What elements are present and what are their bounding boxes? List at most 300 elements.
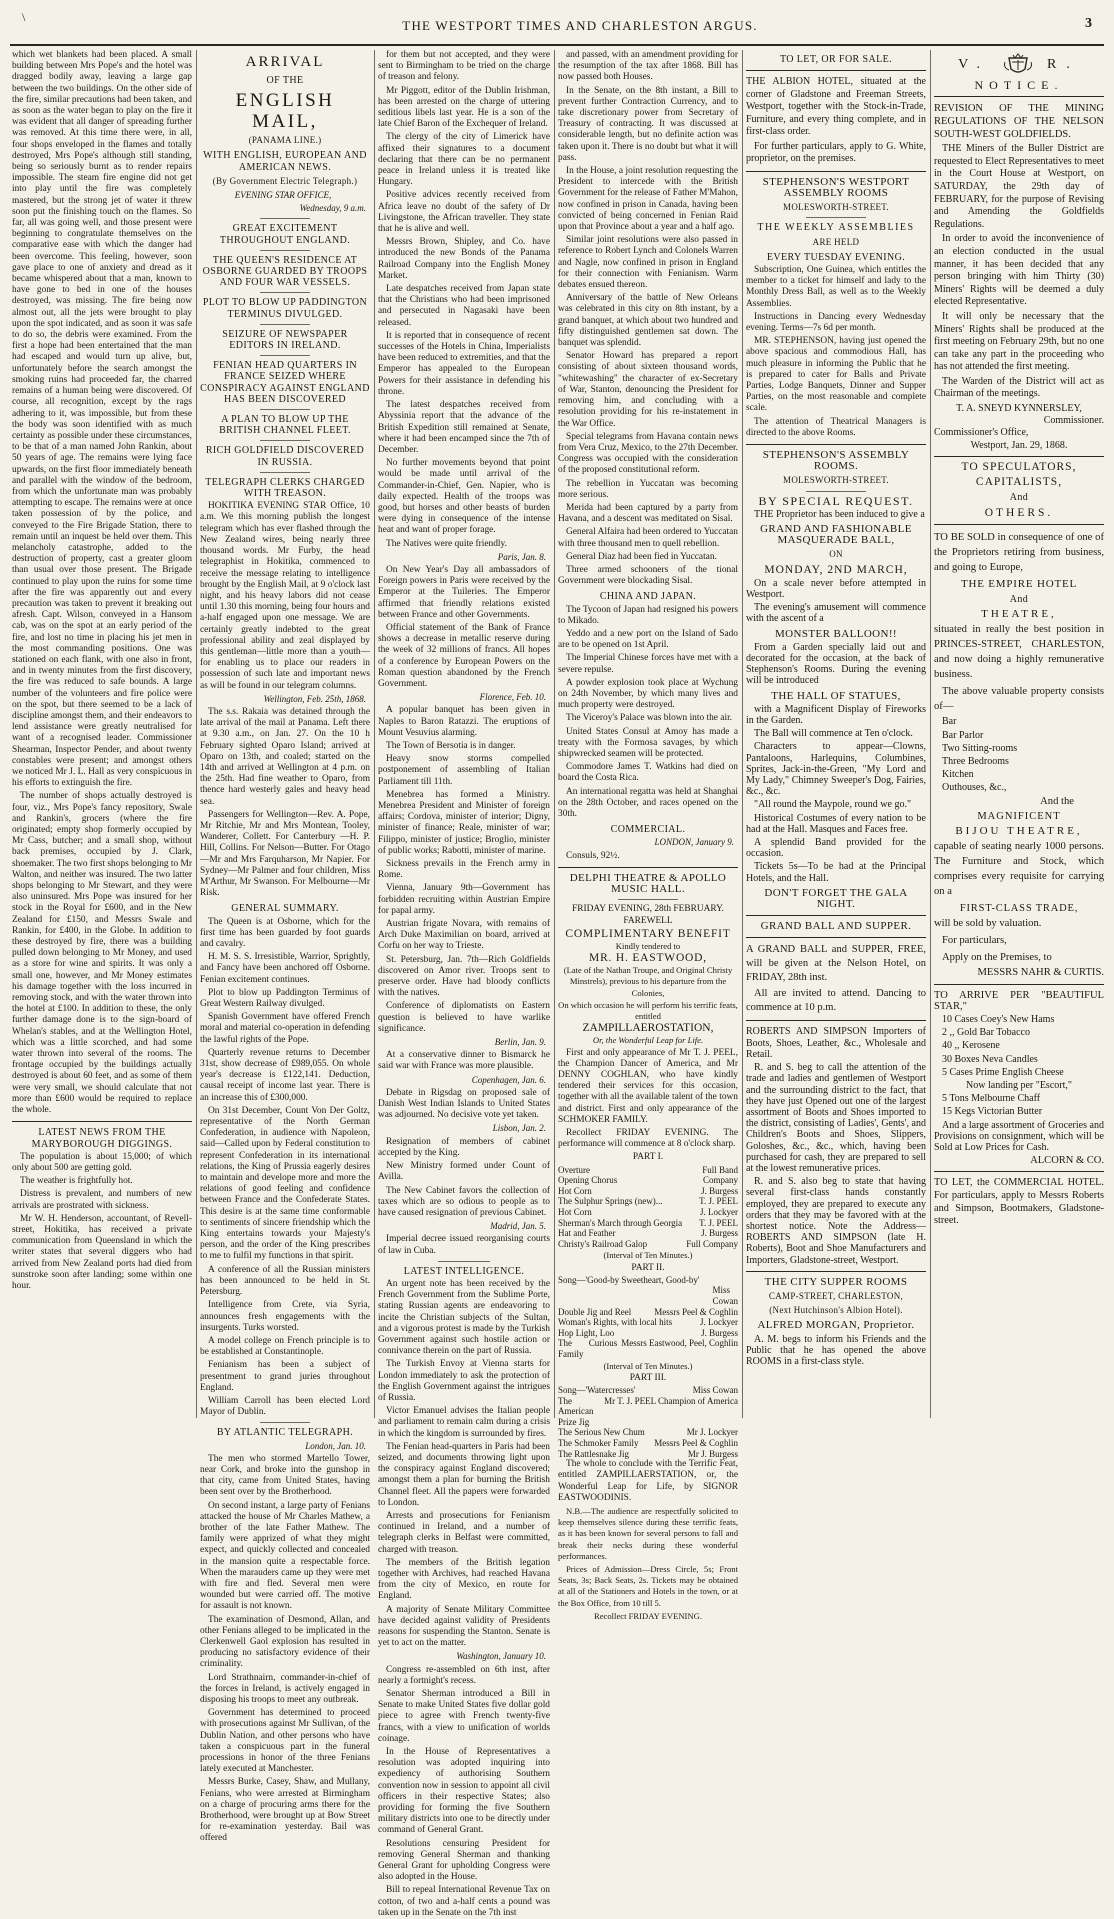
ad-tendered: Kindly tendered to [615,940,681,951]
article-paragraph: Intelligence from Crete, via Syria, announces fresh engagements with the insurgents. Turks worsted. [200,1300,370,1333]
article-paragraph: The s.s. Rakaia was detained through the late arrival of the mail at Panama. Left there at 9.30 a.m., on Jan. 27. On the 10 h February sighted Oparo Island; arrived at Oparo on 13th, and coaled; started on the 14th and arrived at Wellington at 4 p.m. on the 25th. Had fine weather to Oparo, from thence hard westerly gales and heavy head sea. [200,706,370,807]
article-paragraph: Lord Strathnairn, commander-in-chief of the forces in Ireland, is actively engaged in disposing his troops to meet any outbreak. [200,1672,370,1705]
ad-paragraph: Prices of Admission—Dress Circle, 5s; Front Seats, 3s; Back Seats, 2s. Tickets may be obtained at all of the Stationers and Hotels in the town, or at the Box Office, from 10 till 5. [558,1563,738,1608]
ad-special-request: BY SPECIAL REQUEST. [758,493,914,508]
ad-paragraph: R. and S. beg to call the attention of the trade and ladies and gentlemen of Westport and the surrounding district to the fact, that they have just Opened out one of the largest assortment of Boots and Shoes imported to the district, consisting of Ladies', Gents', and Children's Boots and Shoes, Slippers, Goloshes, &c., &c., which, having been purchased for cash, they are prepared to sell at the lowest remunerative prices. [746,1062,926,1174]
ad-heading: TO ARRIVE PER "BEAUTIFUL STAR," [934,989,1104,1012]
ad-speculators: TO SPECULATORS, [961,460,1077,473]
divider [934,96,1104,97]
property-item: Outhouses, &c., [942,782,1007,794]
divider [934,524,1104,525]
cargo-item: 40 ,, Kerosene [942,1040,1000,1052]
article-paragraph: Heavy snow storms compelled postponement of assembling of Italian Parliament till 11th. [378,754,550,787]
program-performer: J. Lockyer [700,1207,738,1218]
article-paragraph: Official statement of the Bank of France shows a decrease in metallic reserve during the week of 32 millions of francs. All hopes of a conference by European Powers on the Roman question abandoned by the French Government. [378,622,550,689]
property-item: Kitchen [942,769,974,781]
program-row [558,1328,738,1339]
cargo-item: 2 ,, Gold Bar Tobacco [942,1027,1030,1039]
ad-magnificent: MAGNIFICENT [977,810,1061,822]
article-paragraph: Mr Piggott, editor of the Dublin Irishman, has been arrested on the charge of uttering seditious libels last year. He is a son of the late Chief Baron of the Exchequer of Ireland. [378,85,550,130]
program-row [558,1338,738,1359]
column-6 [934,50,1104,1418]
column-rule [554,50,555,1418]
article-paragraph: Late despatches received from Japan state that the Christians who had been imprisoned and persecuted in Nagasaki have been released. [378,284,550,328]
divider [806,491,866,492]
program-row [558,1449,738,1460]
article-paragraph: Messrs Brown, Shipley, and Co. have introduced the new Bonds of the Panama Railroad Company into the English Money Market. [378,237,550,281]
divider [934,984,1104,985]
divider [260,292,310,293]
program-item: Song—'Good-by Sweetheart, Good-by' [558,1274,700,1285]
article-paragraph: Imperial decree issued reorganising courts of law in Cuba. [378,1234,550,1256]
program-row [558,1207,738,1218]
ad-and: And [1009,492,1029,504]
property-item: Bar [942,716,957,728]
program-performer: Miss Cowan [712,1285,738,1307]
column-4 [558,50,739,1621]
ad-alcorn: ALCORN & CO. [1030,1155,1104,1167]
article-paragraph: The Fenian head-quarters in Paris had been seized, and documents throwing light upon the conspiracy against England discovered; amongst them a plan for burning the British Channel fleet. All the papers were forwarded to London. [378,1441,550,1508]
dateline: EVENING STAR OFFICE, [234,190,332,201]
divider [260,409,310,410]
ad-feat-sub: Or, the Wonderful Leap for Life. [592,1035,704,1046]
program-list [558,1385,738,1459]
ad-paragraph: TO BE SOLD in consequence of one of the Proprietors retiring from business, and going to Europe, [934,531,1104,573]
ad-paragraph: R. and S. also beg to state that having several first-class hands constantly employed, they are prepared to execute any orders that they may be favored with at the shortest notice. Note the Address—ROBERTS AND SIMPSON (late H. Roberts), Boot and Shoe Manufacturers and Importers, Gladstone-street, Westport. [746,1176,926,1266]
program-row [558,1228,738,1239]
article-paragraph: The New Cabinet favors the collection of taxes which are so odious to people as to have caused resignation of previous Cabinet. [378,1185,550,1218]
ad-paragraph: Characters to appear—Clowns, Pantaloons, Harlequins, Columbines, Sprites, Jack-in-the-Green, "My Lord and My Lady," Chimney Sweeper's Dog, Fairies, &c., &c. [746,741,926,798]
masthead-rule [10,44,1104,46]
program-performer: Messrs Peel & Coghlin [654,1437,738,1448]
program-item: Opening Chorus [558,1175,618,1186]
dateline: Copenhagen, Jan. 6. [471,1074,546,1085]
ad-paragraph: The attention of Theatrical Managers is directed to the above Rooms. [746,416,926,438]
headline-commercial: COMMERCIAL. [610,824,686,836]
program-row [558,1196,738,1207]
program-interval: (Interval of Ten Minutes.) [603,1250,693,1261]
ad-paragraph: capable of seating nearly 1000 persons. The Furniture and Stock, which comprises every requisite for carrying on a [934,841,1104,898]
ad-paragraph: The evening's amusement will commence with the ascent of a [746,602,926,625]
article-paragraph: The population is about 15,000; of which only about 500 are getting gold. [12,1151,192,1173]
program-item: The Schmoker Family [558,1437,639,1448]
program-performer: J. Burgess [701,1185,738,1196]
ad-paragraph: On a scale never before attempted in Westport. [746,577,926,600]
ad-others: OTHERS. [984,506,1054,519]
ad-street: MOLESWORTH-STREET. [783,202,889,213]
ad-date: FRIDAY EVENING, 28th FEBRUARY. [571,904,724,915]
margin-mark: \ [22,10,26,24]
article-paragraph: Debate in Rigsdag on proposed sale of Danish West Indian Islands to United States was adjourned. No decisive vote yet taken. [378,1087,550,1121]
arrive-list [942,1014,1104,1078]
column-5 [746,50,926,1418]
masthead [0,10,1114,40]
property-list [942,716,1104,793]
coat-of-arms-icon [1003,54,1033,76]
ad-first-class: FIRST-CLASS TRADE, [959,903,1079,915]
article-paragraph: The number of shops actually destroyed is four, viz., Mrs Pope's fancy repository, Swale and Rankin's, grocers (where the fire originated; empty shop formerly occupied by Mr Cass, butcher; and a small shop, without back premises, occupied by J. Clark, shoemaker. The two first shops belonging to Mr Walton, and neither was insured. The two latter shops belonging to Mr Stewart, and they were also uninsured. Mrs Pope was insured for her stock in the Royal for £600, and in the New Zealand for £150, and Messrs Swale and Rankin, for £400, in the Globe. In addition to these destroyed by fire, there was a building pulled down belonging to Mr Money, and used as a store for wine and spirits. It was only a small one, however, and Mr Money estimates his damage together with the loss incurred in removing stock, and with the water thrown into the hotel at £100. In addition to these, the only further damage done is to the sign-board of Whelan's stables, and at the Wellington Hotel, which was a little scorched, and had some water thrown into several of the rooms. The frontage occupied by the buildings actually destroyed is about 60 feet, and as some of them were very small, we should calculate that not more than £600 would be required to replace the whole. [12,791,193,1116]
consuls-quote: Consuls, 92½. [566,850,620,861]
article-paragraph: Three armed schooners of the tional Government were blockading Sisal. [558,564,738,587]
ad-and: And [1009,593,1029,605]
page-number: 3 [1085,16,1092,31]
program-row [558,1239,738,1250]
article-paragraph: Senator Howard has prepared a report consisting of about sixteen thousand words, "whitewashing" the character of ex-Secretary of War, Stanton, denouncing the President for removing him, and concluding with a resolution providing for his re-instatement in the War Office. [558,351,738,429]
divider [260,472,310,473]
program-row [558,1427,738,1438]
ad-occasion: On which occasion he will perform his terrific feats, entitled [558,999,738,1022]
ad-paragraph: For particulars, [942,935,1007,947]
ad-theatre: THEATRE, [981,608,1057,621]
article-paragraph: The members of the British legation together with Archives, had reached Havana from the city of Mexico, en route for England. [378,1557,550,1602]
headline-english-mail: ENGLISH MAIL, [235,90,335,133]
program-performer: J. Burgess [701,1228,738,1239]
ad-hall-statues: THE HALL OF STATUES, [771,689,901,702]
article-paragraph: Congress re-assembled on 6th inst, after nearly a fortnight's recess. [378,1664,550,1686]
divider [746,915,926,916]
program-row [558,1317,738,1328]
ad-next: (Next Hutchinson's Albion Hotel). [769,1305,903,1316]
notice-paragraph: It will only be necessary that the Miners' Rights shall be produced at the first meeting on February 29th, but no one can take any part in the proceeding who has not attended the first meeting. [934,310,1104,373]
article-paragraph: and passed, with an amendment providing for the resumption of the tax after 1868. Bill has now passed both Houses. [558,50,738,83]
cargo-item: 15 Kegs Victorian Butter [942,1106,1043,1118]
program-performer: Full Company [686,1238,738,1249]
article-paragraph: It is reported that in consequence of recent successes of the Hotels in China, Imperialists have been reduced to extremities, and that the Emperor has appealed to the European Powers for their assistance in defending his throne. [378,330,550,397]
ad-benefit: COMPLIMENTARY BENEFIT [565,927,731,940]
article-paragraph: Conference of diplomatists on Eastern question is believed to have warlike significance. [378,1001,550,1034]
article-paragraph: Resolutions censuring President for removing General Sherman and thanking General Grant for upholding Congress were also adopted in the House. [378,1838,550,1883]
divider [260,250,310,251]
column-2 [200,50,370,1844]
program-performer: Messrs Eastwood, Peel, Coghlin [621,1338,738,1349]
ad-paragraph: For further particulars, apply to G. White, proprietor, on the premises. [746,140,926,165]
cargo-item: 10 Cases Coey's New Hams [942,1013,1055,1025]
article-paragraph: A conference of all the Russian ministers has been announced to be held in St. Petersburg. [200,1264,370,1298]
divider [746,444,926,445]
ad-paragraph: "All round the Maypole, round we go." [754,799,912,811]
property-item: Three Bedrooms [942,755,1009,767]
article-paragraph: In the Senate, on the 8th instant, a Bill to prevent further Contraction Currency, and to take discretionary power from Secretary of Treasury of contracting. It was discussed at considerable length, but no definite action was taken upon it. There is no doubt but what it will pass. [558,85,738,163]
program-performer: J. Burgess [701,1327,738,1338]
masthead-title: THE WESTPORT TIMES AND CHARLESTON ARGUS. [402,18,758,33]
program-item: The Curious Family [558,1338,618,1359]
program-item: Sherman's March through Georgia [558,1217,683,1228]
ad-paragraph: N.B.—The audience are respectfully solicited to keep themselves silence during these terrific feats, as it has been known for several persons to fall and break their necks during these wonderful performances. [558,1505,738,1561]
program-row [558,1165,738,1176]
ad-paragraph: TO LET, the COMMERCIAL HOTEL. For particulars, apply to Messrs Roberts and Simpson, Bootmakers, Gladstone-street. [934,1177,1104,1227]
article-paragraph: HOKITIKA EVENING STAR Office, 10 a.m. We this morning publish the longest telegram which has ever flashed through the New Zealand wires, being nearly three thousand words. Mr Furby, the head telegraphist in Hokitika, commenced to receive the message relating to intelligence brought by the English Mail, at 9 o'clock last night, and his heavy labors did not cease until 1.30 this morning, being four hours and a-half engaged upon one message. We are certainly greatly indebted to the great professional ability and zeal displayed by this gentleman—little more than a youth—for enabling us to place our readers in possession of such late and important news as will be found in our telegram columns. [200,501,370,691]
property-item: Bar Parlor [942,729,984,741]
ad-grand-ball: GRAND AND FASHIONABLE MASQUERADE BALL, [760,522,912,547]
article-paragraph: The Natives were quite friendly. [386,538,507,549]
ad-paragraph: MR. STEPHENSON, having just opened the above spacious and commodious Hall, has much pleasure in informing the Public that he is prepared to cater for Balls and Private Parties, Lodge Banquets, Dinner and Supper Parties, on the most reasonable and complete scale. [746,336,926,414]
program-item: Hot Corn [558,1207,592,1218]
signature-title: Commissioner. [1043,415,1104,427]
article-paragraph: The examination of Desmond, Allan, and other Fenians alleged to be implicated in the Clerkenwell Gaol explosion has resulted in producing no satisfactory evidence of their criminality. [200,1614,370,1670]
divider [558,867,738,868]
program-row [558,1186,738,1197]
article-paragraph: Special telegrams from Havana contain news from Vera Cruz, Mexico, to the 27th December. Congress was occupied with the consideration of the proposed constitutional reform. [558,431,738,476]
divider [934,456,1104,457]
program-performer: Full Band [702,1164,738,1175]
ad-paragraph: A. M. begs to inform his Friends and the Public that he has opened the above ROOMS in a first-class style. [746,1333,926,1367]
dateline: London, Jan. 10. [305,1440,366,1451]
article-paragraph: Distress is prevalent, and numbers of new arrivals are prostrated with sickness. [12,1189,192,1211]
article-paragraph: Austrian frigate Novara, with remains of Arch Duke Maximilian on board, arrived at Corfu on her way to Trieste. [378,919,550,952]
headline-general-summary: GENERAL SUMMARY. [231,903,339,915]
program-item: Overture [558,1164,590,1175]
divider [746,1271,926,1272]
ad-now-landing: Now landing per "Escort," [966,1079,1072,1091]
notice-paragraph: In order to avoid the inconvenience of an election conducted in the usual manner, it has been decided that any person bringing with him Thirty (30) Miners' Rights will be deemed a duly elected Representative. [934,233,1104,308]
ad-name: MR. H. EASTWOOD, [589,952,707,965]
subhead-telegraph: (By Government Electric Telegraph.) [212,175,358,186]
headline: FENIAN HEAD QUARTERS IN FRANCE SEIZED WHERE CONSPIRACY AGAINST ENGLAND HAS BEEN DISCOVERED [200,360,370,405]
dateline: LONDON, January 9. [654,837,734,848]
program-item: The Rattlesnake Jig [558,1448,629,1459]
program-part: PART II. [631,1262,665,1273]
ad-paragraph: Historical Costumes of every nation to be had at the Hall. Masques and Faces free. [746,812,926,835]
ad-dont-forget: DON'T FORGET THE GALA NIGHT. [764,886,908,911]
article-paragraph: At a conservative dinner to Bismarck he said war with France was more plausible. [378,1050,550,1072]
article-paragraph: Messrs Burke, Casey, Shaw, and Mullany, Fenians, who were arrested at Birmingham on a charge of procuring arms there for the Brotherhood, were brought up at Bow Street for re-examination yesterday. Bail was offered [200,1777,370,1844]
article-paragraph: Victor Emanuel advises the Italian people and parliament to remain calm during a crisis in which the kingdom is surrounded by fires. [378,1406,550,1439]
headline-maryborough: LATEST NEWS FROM THE MARYBOROUGH DIGGINGS. [31,1127,173,1150]
ad-on: ON [829,549,843,560]
article-paragraph: A majority of Senate Military Committee have decided against validity of Presidents reasons for suspending the Stanton. Senate is yet to act on the matter. [378,1604,550,1649]
program-item: Double Jig and Reel [558,1306,632,1317]
column-rule [374,50,375,1418]
article-paragraph: Sickness prevails in the French army in Rome. [378,859,550,881]
article-paragraph: The men who stormed Martello Tower, near Cork, and broke into the gunshop in that city, came from United States, having been sent over by the Brotherhood. [200,1453,370,1498]
ad-paragraph: First and only appearance of Mr T. J. PEEL, the Champion Dancer of America, and Mr DENNY COGHLAN, who have kindly tendered their services for this occasion, together with all the available talent of the town and district. First and only appearance of the SCHMOKER FAMILY. [558,1047,738,1125]
article-paragraph: Similar joint resolutions were also passed in reference to Robert Lynch and Colonels Warren and Nagle, now confined in prison in England for their connection with Fenianism. Warm debates ensued thereon. [558,235,738,291]
ad-street: CAMP-STREET, CHARLESTON, [768,1290,904,1301]
article-paragraph: for them but not accepted, and they were sent to Birmingham to be tried on the charge of treason and felony. [378,50,550,83]
article-paragraph: Mr W. H. Henderson, accountant, of Revell-street, Hokitika, has received a private communication from Queensland in which the writer states that several diggers who had arrived from New Zealand ports had died from sunstroke soon after landing; some within one hour. [12,1213,192,1291]
headline: GREAT EXCITEMENT THROUGHOUT ENGLAND. [219,223,351,246]
program-row [558,1396,738,1428]
ad-paragraph: will be sold by valuation. [934,918,1042,930]
ad-late: (Late of the Nathan Troupe, and Original Christy Minstrels), previous to his departure from the Colonies, [563,965,733,998]
cargo-item: 5 Cases Prime English Cheese [942,1066,1064,1078]
headline: THE QUEEN'S RESIDENCE AT OSBORNE GUARDED BY TROOPS AND FOUR WAR VESSELS. [202,254,368,289]
ad-paragraph: ROBERTS AND SIMPSON Importers of Boots, Shoes, Leather, &c., Wholesale and Retail. [746,1026,926,1060]
article-paragraph: Passengers for Wellington—Rev. A. Pope, Mr Ritchie, Mr and Mrs Montean, Tooley, Wanderer, Collett. For Canterbury —H. P. Hill, Collins. For Nelson—Butter. For Otago—Mr and Mrs Farquharson, Mr Napier. For Sydney—Mr Palmer and four children, Miss M'Arthur, Mr Swanson. For Melbourne—Mr Risk. [200,809,370,899]
notice-heading: REVISION OF THE MINING REGULATIONS OF THE NELSON SOUTH-WEST GOLDFIELDS. [934,103,1104,141]
program-performer: T. J. PEEL [699,1217,738,1228]
headline-to-let: TO LET, OR FOR SALE. [779,54,893,65]
notice-paragraph: The Warden of the District will act as Chairman of the meetings. [934,375,1104,400]
article-paragraph: A popular banquet has been given in Naples to Baron Ratazzi. The eruptions of Mount Vesuvius alarming. [378,705,550,738]
ad-title: DELPHI THEATRE & APOLLO MUSIC HALL. [569,871,727,896]
column-rule [196,50,197,1418]
fire-report [12,50,192,1116]
program-row [558,1218,738,1229]
program-item: The American Prize Jig [558,1395,594,1427]
ad-and-the: And the [1040,795,1074,807]
article-paragraph: Resignation of members of cabinet accepted by the King. [378,1136,550,1158]
dateline: Madrid, Jan. 5. [490,1221,546,1232]
article-paragraph: United States Consul at Amoy has made a treaty with the Formosa savages, by which shipwrecked seamen will be protected. [558,726,738,759]
crest-letter: V. [958,57,990,73]
divider [12,1121,192,1122]
column-3 [378,50,550,1918]
article-paragraph: The weather is frightfully hot. [20,1176,133,1187]
ad-paragraph: Recollect FRIDAY EVENING. The performance will commence at 8 o'clock sharp. [558,1128,738,1150]
article-paragraph: Vienna, January 9th—Government has forbidden recruiting within Austrian Empire for papal army. [378,883,550,916]
notice-title: NOTICE. [974,78,1064,92]
program-row [558,1285,738,1306]
dateline: Wellington, Feb. 25th, 1868. [263,693,366,704]
divider [618,899,678,900]
ad-paragraph: And a large assortment of Groceries and Provisions on consignment, which will be Sold at Low Prices for Cash. [934,1119,1104,1153]
article-paragraph: On second instant, a large party of Fenians attacked the house of Mr Charles Mathew, a brother of the late Father Mathew. The family were apprized of what they might expect, and quickly collected and concealed in the mansion quite a respectable force. When the marauders came up they were met with fire and fled. Several men were wounded but were carried off. The motive for assault is not known. [200,1500,370,1612]
divider [260,218,310,219]
program-song [558,1275,738,1307]
ad-nahr: MESSRS NAHR & CURTIS. [977,967,1104,979]
article-paragraph: which wet blankets had been placed. A small building between Mrs Pope's and the hotel was dragged bodily away, leaving a large gap between the two buildings. On the other side of the fire, similar precautions had been taken, and as soon as the water began to play on the fire it was evident that all danger of spreading further was removed. At this time there were, in all, four shops enveloped in the flames and totally destroyed, Mrs Pope's although still standing, being so seriously burnt as to render repairs impossible. The steam fire engine did not get into play until the fire was completely mastered, but the strong jet of water it threw soon put the finishing touch on the flames. So far, all was going well, and those present were beginning to congratulate themselves on the comparative ease with which the danger had been overcome. This feeling, however, soon gave place to one of anxiety and dread as it became whispered about that a man, known to have gone to bed in one of the houses destroyed, was missing. The fire being now almost out, all the jets were brought to play upon the spot indicated, and as soon it was safe to do so, the debris were examined. From the first a hope had been entertained that the man had escaped and would turn up alive, but, unfortunately before the search amongst the smoking ruins had proceeded far, the charred remains of a human being were discovered. Of course, all recognition, except by the rags adhering to it, was impossible, but from these the body was soon identified with as much certainty as possible under these circumstances, to be that of a man named John Rankin, about 50 years of age. The remains were lying face upwards, on the first floor immediately beneath and parallel with the window of the bedroom, from which the unfortunate man was probably attempting to escape. The remains were at once taken possession of by the police, and conveyed to the Fire Brigade Station, there to remain until an inquest be held over them. This melancholy catastrophe, added to the destruction of property, cast a greater gloom than usual over those present. The Brigade continued to play upon the ruins for some time after the fire was apparently out and every precaution was taken to prevent it breaking out afresh. Capt. Wilson, conveyed in a Hansom cab, was on the spot at an early period of the fire, and lost no time in placing his jet men in the most commanding positions. One was stationed on each flank, with one also in front, and in twenty minutes from the first discovery, the fire was reduced to safe bounds. A large number of the volunteers and fire police were on the spot, but there seemed to be a lack of discipline amongst them, and their endeavors to lend assistance were greatly neutralised for want of a recognised leader. Commissioner Shearman, Inspector Pender, and about twenty constables were present; and amongst others we noticed Mr J. L. Hall as very conspicuous in his efforts to extinguish the fire. [12,50,192,789]
article-paragraph: An international regatta was held at Shanghai on the 28th October, and races opened on the 30th. [558,786,738,819]
article-paragraph: Government has determined to proceed with prosecutions against Mr Sullivan, of the Dublin Nation, and other persons who have taken a conspicuous part in the funeral processions in honor of the three Fenians lately executed at Manchester. [200,1708,370,1775]
dateline: Washington, January 10. [456,1651,546,1662]
article-paragraph: William Carroll has been elected Lord Mayor of Dublin. [200,1395,370,1418]
ad-paragraph: Instructions in Dancing every Wednesday evening. Terms—7s 6d per month. [746,311,926,333]
column-rule [742,50,743,1418]
ad-empire-hotel: THE EMPIRE HOTEL [960,577,1078,590]
ad-balloon: MONSTER BALLOON!! [775,627,897,640]
column-1 [12,50,192,1418]
program-item: The Serious New Chum [558,1427,645,1438]
program-interval: (Interval of Ten Minutes.) [603,1360,693,1371]
program-item: Woman's Rights, with local hits [558,1317,673,1328]
article-paragraph: Arrests and prosecutions for Fenianism continued in Ireland, and a number of telegraph clerks in Belfast were committed, charged with treason. [378,1510,550,1555]
article-paragraph: Plot to blow up Paddington Terminus of Great Western Railway divulged. [200,987,370,1010]
program-row [558,1438,738,1449]
divider [746,1020,926,1021]
ad-paragraph: Tickets 5s—To be had at the Principal Hotels, and the Hall. [746,861,926,884]
article-paragraph: Menebrea has formed a Ministry. Menebrea President and Minister of foreign affairs; Cordova, minister of interior; Digny, minister of finance; Reale, minister of war; Filippo, minister of justice; Broglio, minister of public works; Rabotti, minister of marine. [378,789,550,856]
article-paragraph: The Turkish Envoy at Vienna starts for London immediately to ask the protection of the English Government against the intrigues of Russia. [378,1359,550,1403]
program-performer: Mr T. J. PEEL Champion of America [604,1395,738,1406]
royal-crest [934,54,1104,76]
article-paragraph: The latest despatches received from Abyssinia report that the advance of the British Expedition still remained at Senate, where it had been encamped since the 7th of December. [378,400,550,455]
headline: SEIZURE OF NEWSPAPER EDITORS IN IRELAND. [222,328,348,352]
program-item: Hop Light, Loo [558,1327,615,1338]
article-paragraph: Anniversary of the battle of New Orleans was celebrated in this city on 8th instant, by a grand banquet, at which about two hundred and fifty distinguished gentlemen sat down. The banquet was splendid. [558,293,738,349]
program-performer: Mr J. Lockyer [686,1427,738,1438]
program-performer: T. J. PEEL [699,1196,738,1207]
divider [806,217,866,218]
program-performer: Miss Cowan [692,1385,738,1395]
delphi-theatre-ad [558,873,738,1622]
article-paragraph: The Queen is at Osborne, which for the first time has been guarded by foot guards and cavalry. [200,916,370,949]
program-row [558,1175,738,1186]
dateline: Florence, Feb. 10. [479,692,546,703]
article-paragraph: The Viceroy's Palace was blown into the air. [566,713,733,724]
article-paragraph: On 31st December, Count Von Der Goltz, representative of the North German Confederation, in audience with Napoleon, said—Called upon by Federal constitution to represent Confederation in its international relations, the King of Prussia eagerly desires to maintain and develope more and more the relations of good feeling and confidence between France and the Confederate States. This desire is at the same time conformable to sentiments of sincere friendship which the King entertains towards your Majesty's person, and the order of the King prescribes to me to fulfil my functions in that spirit. [200,1105,370,1262]
program-row [558,1275,738,1286]
article-paragraph: A model college on French principle is to be established at Constantinople. [200,1335,370,1358]
ad-paragraph: Subscription, One Guinea, which entitles the member to a ticket for himself and lady to the Monthly Dress Ball, as well as to the Weekly Assemblies. [746,264,926,309]
headline: TELEGRAPH CLERKS CHARGED WITH TREASON. [205,476,365,500]
headline-grand-supper: GRAND BALL AND SUPPER. [760,920,912,933]
article-paragraph: A powder explosion took place at Wychung on 24th November, by which many lives and much property were destroyed. [558,677,738,711]
signature-date: Westport, Jan. 29, 1868. [970,439,1068,451]
ad-paragraph: with a Magnificent Display of Fireworks in the Garden. [746,703,926,727]
article-paragraph: H. M. S. S. Irresistible, Warrior, Sprightly, and Fancy have been anchored off Osborne. Fenian excitement continues. [200,952,370,985]
program-part: PART III. [629,1372,667,1383]
ad-paragraph: The whole to conclude with the Terrific Feat, entitled ZAMPILLAERSTATION, or, the Wonderful Leap for Life, by SIGNOR EASTWOODINIS. [558,1459,738,1503]
article-paragraph: Spanish Government have offered French moral and material co-operation in defending the lawful rights of the Pope. [200,1012,370,1045]
divider [438,1261,490,1262]
property-item: Two Sitting-rooms [942,742,1018,754]
article-paragraph: General Diaz had been fied in Yuccatan. [566,551,717,562]
signature-office: Commissioner's Office, [934,427,1029,439]
headline: PLOT TO BLOW UP PADDINGTON TERMINUS DIVULGED. [202,297,368,320]
headline: RICH GOLDFIELD DISCOVERED IN RUSSIA. [205,445,365,468]
program-performer: Company [703,1175,738,1186]
headline-atlantic: BY ATLANTIC TELEGRAPH. [216,1427,354,1439]
article-paragraph: The clergy of the city of Limerick have affixed their signatures to a document declaring that there can be no permanent peace in Ireland unless it is treated like Hungary. [378,132,550,188]
article-paragraph: Fenianism has been a subject of presentment to grand juries throughout England. [200,1360,370,1393]
divider [260,440,310,441]
article-paragraph: Bill to repeal International Revenue Tax on cotton, of two and a-half cents a pound was taken up in the Senate on the 7th inst [378,1885,550,1918]
article-paragraph: Yeddo and a new port on the Island of Sado are to be opened on 1st April. [558,628,738,651]
ad-feat: ZAMPILLAEROSTATION, [582,1022,714,1035]
article-paragraph: The Town of Bersotia is in danger. [386,740,516,751]
article-paragraph: New Ministry formed under Count of Avilla. [378,1161,550,1183]
signature-name: T. A. SNEYD KYNNERSLEY, [956,403,1082,415]
ad-monday: MONDAY, 2ND MARCH, [764,563,908,576]
dateline: Paris, Jan. 8. [497,551,546,562]
article-paragraph: In the House of Representatives a resolution was adopted inquiring into expediency of authorising Southern convention now in session to appoint all civil officers in their respective States; also providing for forming the five Southern military districts into one to be directly under command of General Grant. [378,1747,550,1836]
ad-paragraph: THE ALBION HOTEL, situated at the corner of Gladstone and Freeman Streets, Westport, together with the Stock-in-Trade, Furniture, and every thing complete, and in first-class order. [746,76,926,138]
divider [260,324,310,325]
ad-paragraph: THE Proprietor has been induced to give a [754,508,925,520]
ad-paragraph: situated in really the best position in PRINCES-STREET, CHARLESTON, and now doing a highly remunerative business. [934,624,1104,681]
ad-street: MOLESWORTH-STREET. [783,475,889,486]
article-paragraph: The rebellion in Yuccatan was becoming more serious. [558,478,738,500]
program-list [558,1165,738,1250]
headline-of-the: OF THE [266,75,304,86]
program-performer: J. Lockyer [700,1317,738,1328]
cargo-item: 5 Tons Melbourne Chaff [942,1093,1041,1105]
cargo-item: 30 Boxes Neva Candles [942,1053,1038,1065]
headline-china-japan: CHINA AND JAPAN. [599,591,697,603]
ad-alfred: ALFRED MORGAN, Proprietor. [757,1319,915,1332]
article-paragraph: The Tycoon of Japan had resigned his powers to Mikado. [558,604,738,626]
dateline: Berlin, Jan. 9. [494,1037,546,1048]
ad-farewell: FAREWELL [623,916,673,927]
crest-letter: R. [1046,57,1080,73]
divider [746,937,926,938]
ad-title: STEPHENSON'S WESTPORT ASSEMBLY ROOMS [762,175,910,199]
ad-paragraph: A GRAND BALL and SUPPER, FREE, will be given at the Nelson Hotel, on FRIDAY, 28th inst. [746,944,926,984]
dateline: Wednesday, 9 a.m. [299,203,366,214]
ad-bijou: BIJOU THEATRE, [955,824,1083,837]
ad-weekly: THE WEEKLY ASSEMBLIES [757,222,915,234]
subhead-news: WITH ENGLISH, EUROPEAN AND AMERICAN NEWS. [203,150,367,173]
dateline: Lisbon, Jan. 2. [492,1123,546,1134]
subhead-panama: (PANAMA LINE.) [248,135,322,146]
column-rule [930,50,931,1418]
landing-list [942,1093,1104,1117]
article-paragraph: On New Year's Day all ambassadors of Foreign powers in Paris were received by the Emperor at the Tuileries. The Emperor affirmed that friendly relations existed between France and other Governments. [378,564,550,620]
article-paragraph: Merida had been captured by a party from Havana, and a descent was meditated on Sisal. [558,502,738,525]
program-list [558,1307,738,1360]
divider [746,70,926,71]
